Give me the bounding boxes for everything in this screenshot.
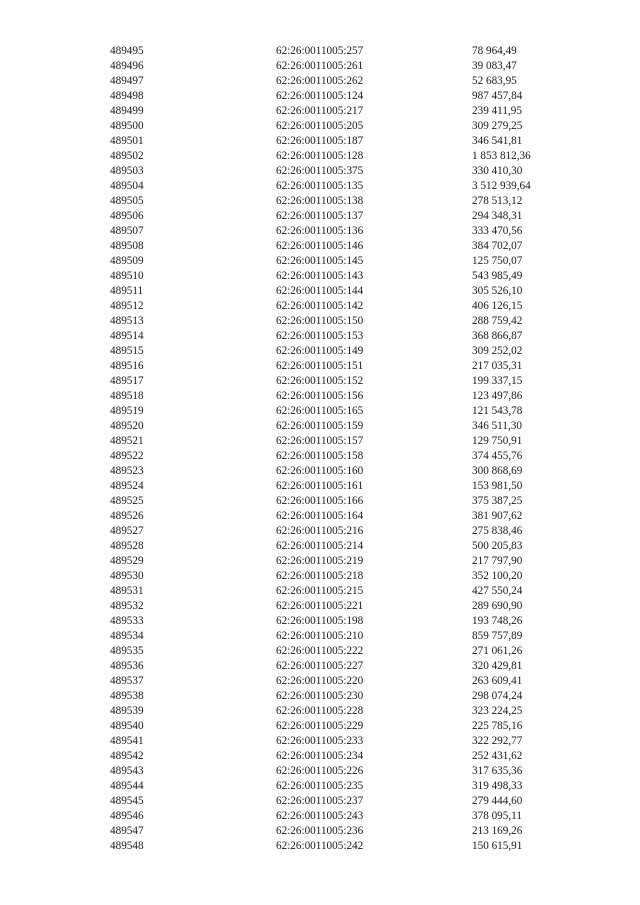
cadastral-value: 319 498,33: [472, 780, 523, 792]
cadastral-value: 309 252,02: [472, 345, 523, 357]
table-row: [0, 659, 640, 674]
cadastral-value: 987 457,84: [472, 90, 523, 102]
table-row: [0, 704, 640, 719]
table-row: [0, 74, 640, 89]
cadastral-number: 62:26:0011005:215: [276, 585, 364, 597]
row-number: 489512: [110, 300, 144, 312]
cadastral-number: 62:26:0011005:375: [276, 165, 364, 177]
table-row: [0, 794, 640, 809]
row-number: 489533: [110, 615, 144, 627]
table-row: [0, 764, 640, 779]
row-number: 489530: [110, 570, 144, 582]
row-number: 489525: [110, 495, 144, 507]
cadastral-number: 62:26:0011005:222: [276, 645, 364, 657]
table-row: [0, 344, 640, 359]
cadastral-value: 271 061,26: [472, 645, 523, 657]
cadastral-number: 62:26:0011005:135: [276, 180, 364, 192]
row-number: 489506: [110, 210, 144, 222]
row-number: 489498: [110, 90, 144, 102]
row-number: 489508: [110, 240, 144, 252]
row-number: 489519: [110, 405, 144, 417]
row-number: 489516: [110, 360, 144, 372]
row-number: 489529: [110, 555, 144, 567]
cadastral-number: 62:26:0011005:262: [276, 75, 364, 87]
cadastral-number: 62:26:0011005:187: [276, 135, 364, 147]
cadastral-value: 500 205,83: [472, 540, 523, 552]
cadastral-number: 62:26:0011005:228: [276, 705, 364, 717]
row-number: 489535: [110, 645, 144, 657]
cadastral-number: 62:26:0011005:242: [276, 840, 364, 852]
table-row: [0, 599, 640, 614]
table-row: [0, 209, 640, 224]
cadastral-number: 62:26:0011005:137: [276, 210, 364, 222]
cadastral-value: 317 635,36: [472, 765, 523, 777]
cadastral-number: 62:26:0011005:216: [276, 525, 364, 537]
cadastral-value: 374 455,76: [472, 450, 523, 462]
cadastral-number: 62:26:0011005:205: [276, 120, 364, 132]
cadastral-value: 368 866,87: [472, 330, 523, 342]
row-number: 489541: [110, 735, 144, 747]
cadastral-value: 323 224,25: [472, 705, 523, 717]
cadastral-value: 239 411,95: [472, 105, 522, 117]
table-row: [0, 44, 640, 59]
cadastral-number: 62:26:0011005:128: [276, 150, 364, 162]
cadastral-number: 62:26:0011005:161: [276, 480, 364, 492]
cadastral-value: 859 757,89: [472, 630, 523, 642]
cadastral-number: 62:26:0011005:124: [276, 90, 364, 102]
table-row: [0, 299, 640, 314]
cadastral-value: 199 337,15: [472, 375, 523, 387]
table-row: [0, 179, 640, 194]
cadastral-number: 62:26:0011005:165: [276, 405, 364, 417]
table-row: [0, 389, 640, 404]
row-number: 489505: [110, 195, 144, 207]
cadastral-value: 352 100,20: [472, 570, 523, 582]
cadastral-value: 217 035,31: [472, 360, 523, 372]
row-number: 489503: [110, 165, 144, 177]
row-number: 489536: [110, 660, 144, 672]
cadastral-number: 62:26:0011005:234: [276, 750, 364, 762]
table-row: [0, 509, 640, 524]
table-row: [0, 809, 640, 824]
row-number: 489531: [110, 585, 144, 597]
table-row: [0, 494, 640, 509]
table-row: [0, 239, 640, 254]
row-number: 489514: [110, 330, 144, 342]
row-number: 489504: [110, 180, 144, 192]
table-row: [0, 539, 640, 554]
cadastral-value: 346 541,81: [472, 135, 523, 147]
cadastral-number: 62:26:0011005:166: [276, 495, 364, 507]
table-row: [0, 164, 640, 179]
cadastral-number: 62:26:0011005:149: [276, 345, 364, 357]
table-row: [0, 119, 640, 134]
cadastral-number: 62:26:0011005:217: [276, 105, 364, 117]
cadastral-number: 62:26:0011005:157: [276, 435, 364, 447]
cadastral-number: 62:26:0011005:146: [276, 240, 364, 252]
table-row: [0, 674, 640, 689]
cadastral-value: 275 838,46: [472, 525, 523, 537]
cadastral-value: 125 750,07: [472, 255, 523, 267]
cadastral-value: 333 470,56: [472, 225, 523, 237]
row-number: 489526: [110, 510, 144, 522]
cadastral-number: 62:26:0011005:257: [276, 45, 364, 57]
row-number: 489548: [110, 840, 144, 852]
table-row: [0, 629, 640, 644]
cadastral-value: 213 169,26: [472, 825, 523, 837]
cadastral-value: 346 511,30: [472, 420, 522, 432]
row-number: 489527: [110, 525, 144, 537]
cadastral-value: 543 985,49: [472, 270, 523, 282]
table-row: [0, 269, 640, 284]
row-number: 489496: [110, 60, 144, 72]
cadastral-value: 3 512 939,64: [472, 180, 531, 192]
cadastral-number: 62:26:0011005:138: [276, 195, 364, 207]
table-row: [0, 374, 640, 389]
row-number: 489537: [110, 675, 144, 687]
cadastral-number: 62:26:0011005:159: [276, 420, 364, 432]
row-number: 489540: [110, 720, 144, 732]
row-number: 489507: [110, 225, 144, 237]
table-row: [0, 404, 640, 419]
row-number: 489518: [110, 390, 144, 402]
cadastral-value: 384 702,07: [472, 240, 523, 252]
cadastral-value: 294 348,31: [472, 210, 523, 222]
row-number: 489497: [110, 75, 144, 87]
cadastral-value: 193 748,26: [472, 615, 523, 627]
cadastral-value: 406 126,15: [472, 300, 523, 312]
cadastral-value: 330 410,30: [472, 165, 523, 177]
table-row: [0, 839, 640, 854]
cadastral-value: 378 095,11: [472, 810, 522, 822]
cadastral-value: 300 868,69: [472, 465, 523, 477]
table-row: [0, 464, 640, 479]
cadastral-value: 52 683,95: [472, 75, 517, 87]
cadastral-value: 39 083,47: [472, 60, 517, 72]
cadastral-number: 62:26:0011005:230: [276, 690, 364, 702]
cadastral-value: 263 609,41: [472, 675, 523, 687]
cadastral-number: 62:26:0011005:235: [276, 780, 364, 792]
row-number: 489546: [110, 810, 144, 822]
row-number: 489538: [110, 690, 144, 702]
cadastral-number: 62:26:0011005:220: [276, 675, 364, 687]
row-number: 489511: [110, 285, 144, 297]
cadastral-number: 62:26:0011005:229: [276, 720, 364, 732]
cadastral-number: 62:26:0011005:156: [276, 390, 364, 402]
cadastral-value: 150 615,91: [472, 840, 523, 852]
row-number: 489522: [110, 450, 144, 462]
cadastral-value: 121 543,78: [472, 405, 523, 417]
cadastral-number: 62:26:0011005:226: [276, 765, 364, 777]
cadastral-value: 78 964,49: [472, 45, 517, 57]
row-number: 489510: [110, 270, 144, 282]
cadastral-number: 62:26:0011005:144: [276, 285, 364, 297]
row-number: 489495: [110, 45, 144, 57]
table-row: [0, 59, 640, 74]
cadastral-number: 62:26:0011005:237: [276, 795, 364, 807]
cadastral-number: 62:26:0011005:152: [276, 375, 364, 387]
table-row: [0, 614, 640, 629]
cadastral-number: 62:26:0011005:210: [276, 630, 364, 642]
table-row: [0, 284, 640, 299]
table-row: [0, 749, 640, 764]
row-number: 489501: [110, 135, 144, 147]
table-row: [0, 134, 640, 149]
table-row: [0, 449, 640, 464]
cadastral-number: 62:26:0011005:227: [276, 660, 364, 672]
table-row: [0, 329, 640, 344]
row-number: 489542: [110, 750, 144, 762]
cadastral-number: 62:26:0011005:236: [276, 825, 364, 837]
cadastral-value: 252 431,62: [472, 750, 523, 762]
table-row: [0, 224, 640, 239]
row-number: 489502: [110, 150, 144, 162]
table-row: [0, 314, 640, 329]
cadastral-number: 62:26:0011005:198: [276, 615, 364, 627]
cadastral-value: 375 387,25: [472, 495, 523, 507]
row-number: 489534: [110, 630, 144, 642]
cadastral-number: 62:26:0011005:218: [276, 570, 364, 582]
cadastral-number: 62:26:0011005:160: [276, 465, 364, 477]
cadastral-value: 305 526,10: [472, 285, 523, 297]
row-number: 489521: [110, 435, 144, 447]
cadastral-number: 62:26:0011005:136: [276, 225, 364, 237]
cadastral-value: 427 550,24: [472, 585, 523, 597]
cadastral-number: 62:26:0011005:143: [276, 270, 364, 282]
cadastral-value: 309 279,25: [472, 120, 523, 132]
table-row: [0, 824, 640, 839]
cadastral-number: 62:26:0011005:219: [276, 555, 364, 567]
table-row: [0, 524, 640, 539]
table-row: [0, 644, 640, 659]
cadastral-number: 62:26:0011005:261: [276, 60, 364, 72]
cadastral-number: 62:26:0011005:145: [276, 255, 364, 267]
table-row: [0, 149, 640, 164]
row-number: 489528: [110, 540, 144, 552]
row-number: 489532: [110, 600, 144, 612]
table-row: [0, 719, 640, 734]
cadastral-number: 62:26:0011005:164: [276, 510, 364, 522]
document-table: [0, 44, 640, 854]
cadastral-value: 278 513,12: [472, 195, 523, 207]
row-number: 489545: [110, 795, 144, 807]
row-number: 489515: [110, 345, 144, 357]
table-row: [0, 419, 640, 434]
table-row: [0, 104, 640, 119]
table-row: [0, 479, 640, 494]
cadastral-value: 289 690,90: [472, 600, 523, 612]
cadastral-value: 1 853 812,36: [472, 150, 531, 162]
table-row: [0, 359, 640, 374]
cadastral-value: 288 759,42: [472, 315, 523, 327]
cadastral-value: 322 292,77: [472, 735, 523, 747]
cadastral-value: 225 785,16: [472, 720, 523, 732]
cadastral-value: 320 429,81: [472, 660, 523, 672]
table-row: [0, 779, 640, 794]
cadastral-number: 62:26:0011005:233: [276, 735, 364, 747]
row-number: 489539: [110, 705, 144, 717]
cadastral-number: 62:26:0011005:243: [276, 810, 364, 822]
cadastral-value: 381 907,62: [472, 510, 523, 522]
table-row: [0, 194, 640, 209]
cadastral-number: 62:26:0011005:158: [276, 450, 364, 462]
row-number: 489517: [110, 375, 144, 387]
table-row: [0, 89, 640, 104]
table-row: [0, 734, 640, 749]
cadastral-value: 153 981,50: [472, 480, 523, 492]
row-number: 489499: [110, 105, 144, 117]
row-number: 489524: [110, 480, 144, 492]
cadastral-value: 217 797,90: [472, 555, 523, 567]
row-number: 489513: [110, 315, 144, 327]
cadastral-value: 123 497,86: [472, 390, 523, 402]
row-number: 489543: [110, 765, 144, 777]
table-row: [0, 584, 640, 599]
row-number: 489500: [110, 120, 144, 132]
row-number: 489547: [110, 825, 144, 837]
cadastral-number: 62:26:0011005:142: [276, 300, 364, 312]
cadastral-number: 62:26:0011005:214: [276, 540, 364, 552]
cadastral-number: 62:26:0011005:150: [276, 315, 364, 327]
table-row: [0, 689, 640, 704]
table-row: [0, 254, 640, 269]
cadastral-value: 298 074,24: [472, 690, 523, 702]
cadastral-value: 129 750,91: [472, 435, 523, 447]
cadastral-value: 279 444,60: [472, 795, 523, 807]
table-row: [0, 434, 640, 449]
row-number: 489523: [110, 465, 144, 477]
table-row: [0, 569, 640, 584]
table-row: [0, 554, 640, 569]
row-number: 489509: [110, 255, 144, 267]
cadastral-number: 62:26:0011005:221: [276, 600, 364, 612]
row-number: 489544: [110, 780, 144, 792]
cadastral-number: 62:26:0011005:153: [276, 330, 364, 342]
cadastral-number: 62:26:0011005:151: [276, 360, 364, 372]
row-number: 489520: [110, 420, 144, 432]
